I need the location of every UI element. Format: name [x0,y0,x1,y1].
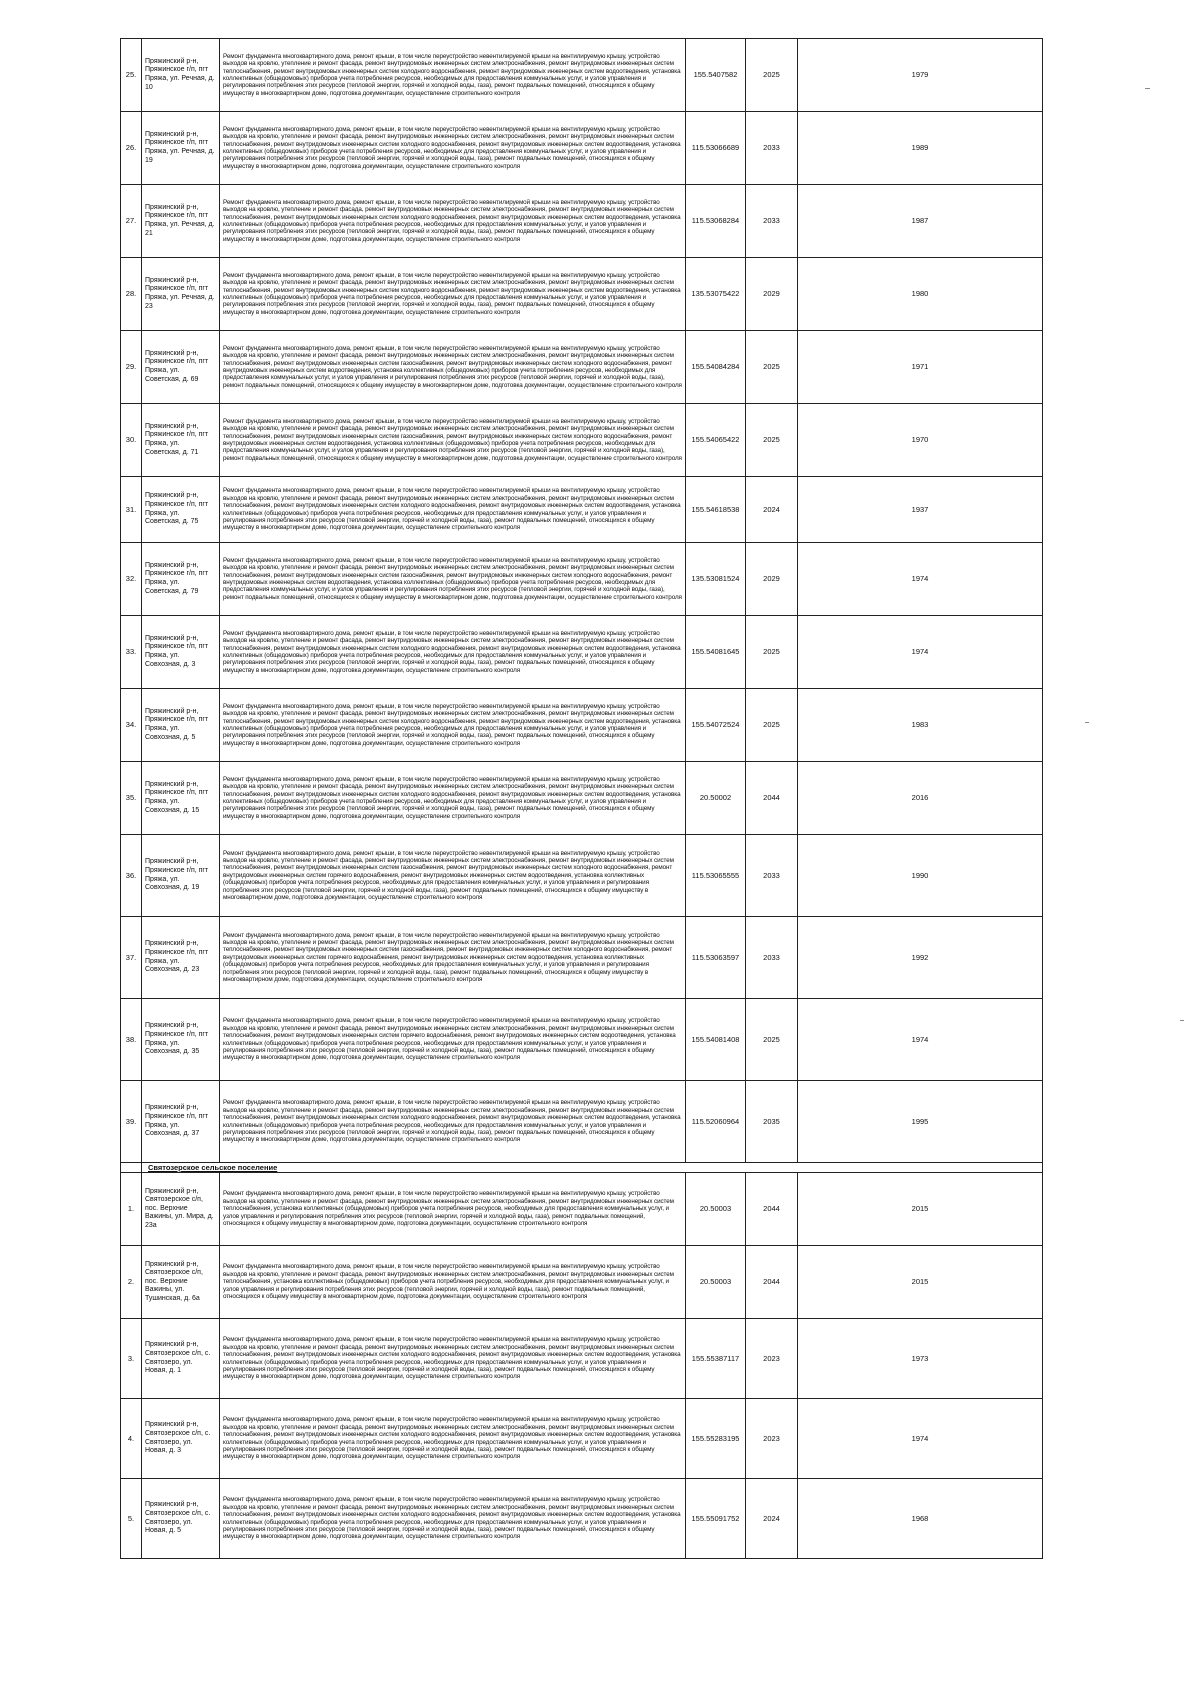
row-number: 1. [121,1173,142,1246]
table-row [121,1479,1043,1559]
address-cell: Пряжинский р-н, Пряжинское г/п, пгт Пряжа, ул. Совхозная, д. 5 [142,689,220,762]
address-cell: Пряжинский р-н, Святозерское с/п, с. Святозеро, ул. Новая, д. 3 [142,1399,220,1479]
works-cell: Ремонт фундамента многоквартирного дома, ремонт крыши, в том числе переустройство невентилируемой крыши на вентилируемую крышу, устройство выходов на кровлю, утепление и ремонт фасада, ремонт внутридомовых инженерных систем электроснабжения, ремонт внутридомовых инженерных систем теплоснабжения, ремонт внутридомовых инженерных систем холодного водоснабжения, ремонт внутридомовых инженерных систем водоотведения, установка коллективных (общедомовых) приборов учета потребления ресурсов, необходимых для предоставления коммунальных услуг, и узлов управления и регулирования потребления этих ресурсов (тепловой энергии, горячей и холодной воды, газа), ремонт подвальных помещений, относящихся к общему имуществу в многоквартирном доме, подготовка документации, осуществление строительного контроля [220,762,686,835]
scan-mark [1145,88,1150,89]
table-row [121,477,1043,543]
works-cell: Ремонт фундамента многоквартирного дома, ремонт крыши, в том числе переустройство невентилируемой крыши на вентилируемую крышу, устройство выходов на кровлю, утепление и ремонт фасада, ремонт внутридомовых инженерных систем электроснабжения, ремонт внутридомовых инженерных систем теплоснабжения, установка коллективных (общедомовых) приборов учета потребления ресурсов, необходимых для предоставления коммунальных услуг, и узлов управления и регулирования потребления этих ресурсов (тепловой энергии, горячей и холодной воды, газа), ремонт подвальных помещений, относящихся к общему имуществу в многоквартирном доме, подготовка документации, осуществление строительного контроля [220,1246,686,1319]
works-cell: Ремонт фундамента многоквартирного дома, ремонт крыши, в том числе переустройство невентилируемой крыши на вентилируемую крышу, устройство выходов на кровлю, утепление и ремонт фасада, ремонт внутридомовых инженерных систем электроснабжения, ремонт внутридомовых инженерных систем теплоснабжения, ремонт внутридомовых инженерных систем холодного водоснабжения, ремонт внутридомовых инженерных систем водоотведения, установка коллективных (общедомовых) приборов учета потребления ресурсов, необходимых для предоставления коммунальных услуг, и узлов управления и регулирования потребления этих ресурсов (тепловой энергии, горячей и холодной воды, газа), ремонт подвальных помещений, относящихся к общему имуществу в многоквартирном доме, подготовка документации, осуществление строительного контроля [220,185,686,258]
cost-cell: 155.54081645 [686,616,746,689]
repair-year-cell: 2025 [746,39,798,112]
repair-year-cell: 2025 [746,331,798,404]
table-row [121,258,1043,331]
address-cell: Пряжинский р-н, Пряжинское г/п, пгт Пряжа, ул. Речная, д. 10 [142,39,220,112]
works-cell: Ремонт фундамента многоквартирного дома, ремонт крыши, в том числе переустройство невентилируемой крыши на вентилируемую крышу, устройство выходов на кровлю, утепление и ремонт фасада, ремонт внутридомовых инженерных систем электроснабжения, ремонт внутридомовых инженерных систем теплоснабжения, ремонт внутридомовых инженерных систем холодного водоснабжения, ремонт внутридомовых инженерных систем водоотведения, установка коллективных (общедомовых) приборов учета потребления ресурсов, необходимых для предоставления коммунальных услуг, и узлов управления и регулирования потребления этих ресурсов (тепловой энергии, горячей и холодной воды, газа), ремонт подвальных помещений, относящихся к общему имуществу в многоквартирном доме, подготовка документации, осуществление строительного контроля [220,112,686,185]
address-cell: Пряжинский р-н, Пряжинское г/п, пгт Пряжа, ул. Речная, д. 21 [142,185,220,258]
cost-cell: 115.53065555 [686,835,746,917]
repair-year-cell: 2023 [746,1399,798,1479]
built-year-cell: 2015 [798,1173,1043,1246]
row-number: 31. [121,477,142,543]
cost-cell: 155.55283195 [686,1399,746,1479]
built-year-cell: 1974 [798,543,1043,616]
built-year-cell: 2016 [798,762,1043,835]
cost-cell: 155.55091752 [686,1479,746,1559]
row-number: 36. [121,835,142,917]
works-cell: Ремонт фундамента многоквартирного дома, ремонт крыши, в том числе переустройство невентилируемой крыши на вентилируемую крышу, устройство выходов на кровлю, утепление и ремонт фасада, ремонт внутридомовых инженерных систем электроснабжения, ремонт внутридомовых инженерных систем теплоснабжения, установка коллективных (общедомовых) приборов учета потребления ресурсов, необходимых для предоставления коммунальных услуг, и узлов управления и регулирования потребления этих ресурсов (тепловой энергии, горячей и холодной воды, газа), ремонт подвальных помещений, относящихся к общему имуществу в многоквартирном доме, подготовка документации, осуществление строительного контроля [220,1173,686,1246]
address-cell: Пряжинский р-н, Пряжинское г/п, пгт Пряжа, ул. Речная, д. 19 [142,112,220,185]
address-cell: Пряжинский р-н, Пряжинское г/п, пгт Пряжа, ул. Советская, д. 75 [142,477,220,543]
repair-year-cell: 2044 [746,762,798,835]
cost-cell: 155.55387117 [686,1319,746,1399]
repair-year-cell: 2025 [746,999,798,1081]
built-year-cell: 2015 [798,1246,1043,1319]
cost-cell: 155.54081408 [686,999,746,1081]
table-row [121,1173,1043,1246]
address-cell: Пряжинский р-н, Святозерское с/п, с. Святозеро, ул. Новая, д. 5 [142,1479,220,1559]
built-year-cell: 1979 [798,39,1043,112]
cost-cell: 155.5407582 [686,39,746,112]
built-year-cell: 1974 [798,999,1043,1081]
works-cell: Ремонт фундамента многоквартирного дома, ремонт крыши, в том числе переустройство невентилируемой крыши на вентилируемую крышу, устройство выходов на кровлю, утепление и ремонт фасада, ремонт внутридомовых инженерных систем электроснабжения, ремонт внутридомовых инженерных систем теплоснабжения, ремонт внутридомовых инженерных систем газоснабжения, ремонт внутридомовых инженерных систем холодного водоснабжения, ремонт внутридомовых инженерных систем горячего водоснабжения, ремонт внутридомовых инженерных систем водоотведения, установка коллективных (общедомовых) приборов учета потребления ресурсов, необходимых для предоставления коммунальных услуг, и узлов управления и регулирования потребления этих ресурсов (тепловой энергии, горячей и холодной воды, газа), ремонт подвальных помещений, относящихся к общему имуществу в многоквартирном доме, подготовка документации, осуществление строительного контроля [220,917,686,999]
address-cell: Пряжинский р-н, Пряжинское г/п, пгт Пряжа, ул. Советская, д. 79 [142,543,220,616]
cost-cell: 155.54072524 [686,689,746,762]
address-cell: Пряжинский р-н, Пряжинское г/п, пгт Пряжа, ул. Совхозная, д. 19 [142,835,220,917]
repair-year-cell: 2044 [746,1246,798,1319]
table-row [121,39,1043,112]
built-year-cell: 1973 [798,1319,1043,1399]
row-number: 26. [121,112,142,185]
row-number: 28. [121,258,142,331]
built-year-cell: 1980 [798,258,1043,331]
built-year-cell: 1990 [798,835,1043,917]
built-year-cell: 1974 [798,616,1043,689]
row-number: 29. [121,331,142,404]
works-cell: Ремонт фундамента многоквартирного дома, ремонт крыши, в том числе переустройство невентилируемой крыши на вентилируемую крышу, устройство выходов на кровлю, утепление и ремонт фасада, ремонт внутридомовых инженерных систем электроснабжения, ремонт внутридомовых инженерных систем теплоснабжения, ремонт внутридомовых инженерных систем холодного водоснабжения, ремонт внутридомовых инженерных систем водоотведения, установка коллективных (общедомовых) приборов учета потребления ресурсов, необходимых для предоставления коммунальных услуг, и узлов управления и регулирования потребления этих ресурсов (тепловой энергии, горячей и холодной воды, газа), ремонт подвальных помещений, относящихся к общему имуществу в многоквартирном доме, подготовка документации, осуществление строительного контроля [220,1081,686,1163]
repair-year-cell: 2035 [746,1081,798,1163]
repair-year-cell: 2025 [746,616,798,689]
works-cell: Ремонт фундамента многоквартирного дома, ремонт крыши, в том числе переустройство невентилируемой крыши на вентилируемую крышу, устройство выходов на кровлю, утепление и ремонт фасада, ремонт внутридомовых инженерных систем электроснабжения, ремонт внутридомовых инженерных систем теплоснабжения, ремонт внутридомовых инженерных систем холодного водоснабжения, ремонт внутридомовых инженерных систем водоотведения, установка коллективных (общедомовых) приборов учета потребления ресурсов, необходимых для предоставления коммунальных услуг, и узлов управления и регулирования потребления этих ресурсов (тепловой энергии, горячей и холодной воды, газа), ремонт подвальных помещений, относящихся к общему имуществу в многоквартирном доме, подготовка документации, осуществление строительного контроля [220,258,686,331]
row-number: 4. [121,1399,142,1479]
row-number: 30. [121,404,142,477]
works-cell: Ремонт фундамента многоквартирного дома, ремонт крыши, в том числе переустройство невентилируемой крыши на вентилируемую крышу, устройство выходов на кровлю, утепление и ремонт фасада, ремонт внутридомовых инженерных систем электроснабжения, ремонт внутридомовых инженерных систем теплоснабжения, ремонт внутридомовых инженерных систем газоснабжения, ремонт внутридомовых инженерных систем холодного водоснабжения, ремонт внутридомовых инженерных систем горячего водоснабжения, ремонт внутридомовых инженерных систем водоотведения, установка коллективных (общедомовых) приборов учета потребления ресурсов, необходимых для предоставления коммунальных услуг, и узлов управления и регулирования потребления этих ресурсов (тепловой энергии, горячей и холодной воды, газа), ремонт подвальных помещений, относящихся к общему имуществу в многоквартирном доме, подготовка документации, осуществление строительного контроля [220,835,686,917]
address-cell: Пряжинский р-н, Пряжинское г/п, пгт Пряжа, ул. Совхозная, д. 15 [142,762,220,835]
table-row [121,835,1043,917]
cost-cell: 155.54618538 [686,477,746,543]
scan-mark [1085,722,1089,723]
cost-cell: 115.53063597 [686,917,746,999]
built-year-cell: 1971 [798,331,1043,404]
cost-cell: 155.54084284 [686,331,746,404]
works-cell: Ремонт фундамента многоквартирного дома, ремонт крыши, в том числе переустройство невентилируемой крыши на вентилируемую крышу, устройство выходов на кровлю, утепление и ремонт фасада, ремонт внутридомовых инженерных систем электроснабжения, ремонт внутридомовых инженерных систем теплоснабжения, ремонт внутридомовых инженерных систем горячего водоснабжения, ремонт внутридомовых инженерных систем водоотведения, установка коллективных (общедомовых) приборов учета потребления ресурсов, необходимых для предоставления коммунальных услуг, и узлов управления и регулирования потребления этих ресурсов (тепловой энергии, горячей и холодной воды, газа), ремонт подвальных помещений, относящихся к общему имуществу в многоквартирном доме, подготовка документации, осуществление строительного контроля [220,999,686,1081]
works-cell: Ремонт фундамента многоквартирного дома, ремонт крыши, в том числе переустройство невентилируемой крыши на вентилируемую крышу, устройство выходов на кровлю, утепление и ремонт фасада, ремонт внутридомовых инженерных систем электроснабжения, ремонт внутридомовых инженерных систем теплоснабжения, ремонт внутридомовых инженерных систем холодного водоснабжения, ремонт внутридомовых инженерных систем водоотведения, установка коллективных (общедомовых) приборов учета потребления ресурсов, необходимых для предоставления коммунальных услуг, и узлов управления и регулирования потребления этих ресурсов (тепловой энергии, горячей и холодной воды, газа), ремонт подвальных помещений, относящихся к общему имуществу в многоквартирном доме, подготовка документации, осуществление строительного контроля [220,689,686,762]
row-number: 3. [121,1319,142,1399]
repair-year-cell: 2029 [746,258,798,331]
address-cell: Пряжинский р-н, Пряжинское г/п, пгт Пряжа, ул. Совхозная, д. 37 [142,1081,220,1163]
table-row [121,1081,1043,1163]
row-number: 2. [121,1246,142,1319]
built-year-cell: 1992 [798,917,1043,999]
built-year-cell: 1970 [798,404,1043,477]
address-cell: Пряжинский р-н, Святозерское с/п, с. Святозеро, ул. Новая, д. 1 [142,1319,220,1399]
works-cell: Ремонт фундамента многоквартирного дома, ремонт крыши, в том числе переустройство невентилируемой крыши на вентилируемую крышу, устройство выходов на кровлю, утепление и ремонт фасада, ремонт внутридомовых инженерных систем электроснабжения, ремонт внутридомовых инженерных систем теплоснабжения, ремонт внутридомовых инженерных систем холодного водоснабжения, ремонт внутридомовых инженерных систем водоотведения, установка коллективных (общедомовых) приборов учета потребления ресурсов, необходимых для предоставления коммунальных услуг, и узлов управления и регулирования потребления этих ресурсов (тепловой энергии, горячей и холодной воды, газа), ремонт подвальных помещений, относящихся к общему имуществу в многоквартирном доме, подготовка документации, осуществление строительного контроля [220,39,686,112]
works-cell: Ремонт фундамента многоквартирного дома, ремонт крыши, в том числе переустройство невентилируемой крыши на вентилируемую крышу, устройство выходов на кровлю, утепление и ремонт фасада, ремонт внутридомовых инженерных систем электроснабжения, ремонт внутридомовых инженерных систем теплоснабжения, ремонт внутридомовых инженерных систем холодного водоснабжения, ремонт внутридомовых инженерных систем водоотведения, установка коллективных (общедомовых) приборов учета потребления ресурсов, необходимых для предоставления коммунальных услуг, и узлов управления и регулирования потребления этих ресурсов (тепловой энергии, горячей и холодной воды, газа), ремонт подвальных помещений, относящихся к общему имуществу в многоквартирном доме, подготовка документации, осуществление строительного контроля [220,477,686,543]
built-year-cell: 1983 [798,689,1043,762]
cost-cell: 135.53081524 [686,543,746,616]
built-year-cell: 1968 [798,1479,1043,1559]
built-year-cell: 1974 [798,1399,1043,1479]
cost-cell: 20.50003 [686,1246,746,1319]
table-row [121,1319,1043,1399]
section-row [121,1163,1043,1173]
repair-year-cell: 2025 [746,689,798,762]
works-cell: Ремонт фундамента многоквартирного дома, ремонт крыши, в том числе переустройство невентилируемой крыши на вентилируемую крышу, устройство выходов на кровлю, утепление и ремонт фасада, ремонт внутридомовых инженерных систем электроснабжения, ремонт внутридомовых инженерных систем теплоснабжения, ремонт внутридомовых инженерных систем газоснабжения, ремонт внутридомовых инженерных систем холодного водоснабжения, ремонт внутридомовых инженерных систем водоотведения, установка коллективных (общедомовых) приборов учета потребления ресурсов, необходимых для предоставления коммунальных услуг, и узлов управления и регулирования потребления этих ресурсов (тепловой энергии, горячей и холодной воды, газа), ремонт подвальных помещений, относящихся к общему имуществу в многоквартирном доме, подготовка документации, осуществление строительного контроля [220,404,686,477]
address-cell: Пряжинский р-н, Святозерское с/п, пос. Верхние Важины, ул. Мира, д. 23а [142,1173,220,1246]
address-cell: Пряжинский р-н, Пряжинское г/п, пгт Пряжа, ул. Совхозная, д. 23 [142,917,220,999]
row-number: 32. [121,543,142,616]
cost-cell: 20.50003 [686,1173,746,1246]
table-row [121,616,1043,689]
repair-year-cell: 2033 [746,112,798,185]
repair-year-cell: 2024 [746,477,798,543]
table-row [121,543,1043,616]
works-cell: Ремонт фундамента многоквартирного дома, ремонт крыши, в том числе переустройство невентилируемой крыши на вентилируемую крышу, устройство выходов на кровлю, утепление и ремонт фасада, ремонт внутридомовых инженерных систем электроснабжения, ремонт внутридомовых инженерных систем теплоснабжения, ремонт внутридомовых инженерных систем газоснабжения, ремонт внутридомовых инженерных систем холодного водоснабжения, ремонт внутридомовых инженерных систем водоотведения, установка коллективных (общедомовых) приборов учета потребления ресурсов, необходимых для предоставления коммунальных услуг, и узлов управления и регулирования потребления этих ресурсов (тепловой энергии, горячей и холодной воды, газа), ремонт подвальных помещений, относящихся к общему имуществу в многоквартирном доме, подготовка документации, осуществление строительного контроля [220,543,686,616]
works-cell: Ремонт фундамента многоквартирного дома, ремонт крыши, в том числе переустройство невентилируемой крыши на вентилируемую крышу, устройство выходов на кровлю, утепление и ремонт фасада, ремонт внутридомовых инженерных систем электроснабжения, ремонт внутридомовых инженерных систем теплоснабжения, ремонт внутридомовых инженерных систем холодного водоснабжения, ремонт внутридомовых инженерных систем водоотведения, установка коллективных (общедомовых) приборов учета потребления ресурсов, необходимых для предоставления коммунальных услуг, и узлов управления и регулирования потребления этих ресурсов (тепловой энергии, горячей и холодной воды, газа), ремонт подвальных помещений, относящихся к общему имуществу в многоквартирном доме, подготовка документации, осуществление строительного контроля [220,616,686,689]
address-cell: Пряжинский р-н, Пряжинское г/п, пгт Пряжа, ул. Совхозная, д. 35 [142,999,220,1081]
capital-repair-table [120,38,1043,1559]
built-year-cell: 1995 [798,1081,1043,1163]
repair-year-cell: 2033 [746,917,798,999]
repair-year-cell: 2025 [746,404,798,477]
repair-year-cell: 2033 [746,185,798,258]
address-cell: Пряжинский р-н, Пряжинское г/п, пгт Пряжа, ул. Совхозная, д. 3 [142,616,220,689]
table-row [121,331,1043,404]
row-number: 35. [121,762,142,835]
address-cell: Пряжинский р-н, Пряжинское г/п, пгт Пряжа, ул. Советская, д. 71 [142,404,220,477]
table-row [121,999,1043,1081]
repair-year-cell: 2044 [746,1173,798,1246]
table-row [121,1399,1043,1479]
table-row [121,185,1043,258]
address-cell: Пряжинский р-н, Святозерское с/п, пос. Верхние Важины, ул. Тушинская, д. 6а [142,1246,220,1319]
works-cell: Ремонт фундамента многоквартирного дома, ремонт крыши, в том числе переустройство невентилируемой крыши на вентилируемую крышу, устройство выходов на кровлю, утепление и ремонт фасада, ремонт внутридомовых инженерных систем электроснабжения, ремонт внутридомовых инженерных систем теплоснабжения, ремонт внутридомовых инженерных систем холодного водоснабжения, ремонт внутридомовых инженерных систем водоотведения, установка коллективных (общедомовых) приборов учета потребления ресурсов, необходимых для предоставления коммунальных услуг, и узлов управления и регулирования потребления этих ресурсов (тепловой энергии, горячей и холодной воды, газа), ремонт подвальных помещений, относящихся к общему имуществу в многоквартирном доме, подготовка документации, осуществление строительного контроля [220,1479,686,1559]
section-spacer [121,1163,142,1173]
row-number: 27. [121,185,142,258]
repair-year-cell: 2033 [746,835,798,917]
cost-cell: 115.53068284 [686,185,746,258]
section-title: Святозерское сельское поселение [142,1163,1043,1173]
address-cell: Пряжинский р-н, Пряжинское г/п, пгт Пряжа, ул. Советская, д. 69 [142,331,220,404]
row-number: 34. [121,689,142,762]
repair-year-cell: 2024 [746,1479,798,1559]
repair-year-cell: 2029 [746,543,798,616]
table-row [121,1246,1043,1319]
cost-cell: 20.50002 [686,762,746,835]
row-number: 33. [121,616,142,689]
built-year-cell: 1937 [798,477,1043,543]
row-number: 38. [121,999,142,1081]
address-cell: Пряжинский р-н, Пряжинское г/п, пгт Пряжа, ул. Речная, д. 23 [142,258,220,331]
cost-cell: 115.53066689 [686,112,746,185]
table-row [121,404,1043,477]
works-cell: Ремонт фундамента многоквартирного дома, ремонт крыши, в том числе переустройство невентилируемой крыши на вентилируемую крышу, устройство выходов на кровлю, утепление и ремонт фасада, ремонт внутридомовых инженерных систем электроснабжения, ремонт внутридомовых инженерных систем теплоснабжения, ремонт внутридомовых инженерных систем холодного водоснабжения, ремонт внутридомовых инженерных систем водоотведения, установка коллективных (общедомовых) приборов учета потребления ресурсов, необходимых для предоставления коммунальных услуг, и узлов управления и регулирования потребления этих ресурсов (тепловой энергии, горячей и холодной воды, газа), ремонт подвальных помещений, относящихся к общему имуществу в многоквартирном доме, подготовка документации, осуществление строительного контроля [220,1399,686,1479]
row-number: 39. [121,1081,142,1163]
row-number: 25. [121,39,142,112]
cost-cell: 135.53075422 [686,258,746,331]
row-number: 5. [121,1479,142,1559]
built-year-cell: 1989 [798,112,1043,185]
table-row [121,917,1043,999]
built-year-cell: 1987 [798,185,1043,258]
table-row [121,762,1043,835]
works-cell: Ремонт фундамента многоквартирного дома, ремонт крыши, в том числе переустройство невентилируемой крыши на вентилируемую крышу, устройство выходов на кровлю, утепление и ремонт фасада, ремонт внутридомовых инженерных систем электроснабжения, ремонт внутридомовых инженерных систем теплоснабжения, ремонт внутридомовых инженерных систем холодного водоснабжения, ремонт внутридомовых инженерных систем водоотведения, установка коллективных (общедомовых) приборов учета потребления ресурсов, необходимых для предоставления коммунальных услуг, и узлов управления и регулирования потребления этих ресурсов (тепловой энергии, горячей и холодной воды, газа), ремонт подвальных помещений, относящихся к общему имуществу в многоквартирном доме, подготовка документации, осуществление строительного контроля [220,1319,686,1399]
cost-cell: 115.52060964 [686,1081,746,1163]
cost-cell: 155.54065422 [686,404,746,477]
repair-year-cell: 2023 [746,1319,798,1399]
row-number: 37. [121,917,142,999]
scan-mark [1180,1020,1184,1021]
works-cell: Ремонт фундамента многоквартирного дома, ремонт крыши, в том числе переустройство невентилируемой крыши на вентилируемую крышу, устройство выходов на кровлю, утепление и ремонт фасада, ремонт внутридомовых инженерных систем электроснабжения, ремонт внутридомовых инженерных систем теплоснабжения, ремонт внутридомовых инженерных систем газоснабжения, ремонт внутридомовых инженерных систем холодного водоснабжения, ремонт внутридомовых инженерных систем водоотведения, установка коллективных (общедомовых) приборов учета потребления ресурсов, необходимых для предоставления коммунальных услуг, и узлов управления и регулирования потребления этих ресурсов (тепловой энергии, горячей и холодной воды, газа), ремонт подвальных помещений, относящихся к общему имуществу в многоквартирном доме, подготовка документации, осуществление строительного контроля [220,331,686,404]
table-row [121,689,1043,762]
table-row [121,112,1043,185]
